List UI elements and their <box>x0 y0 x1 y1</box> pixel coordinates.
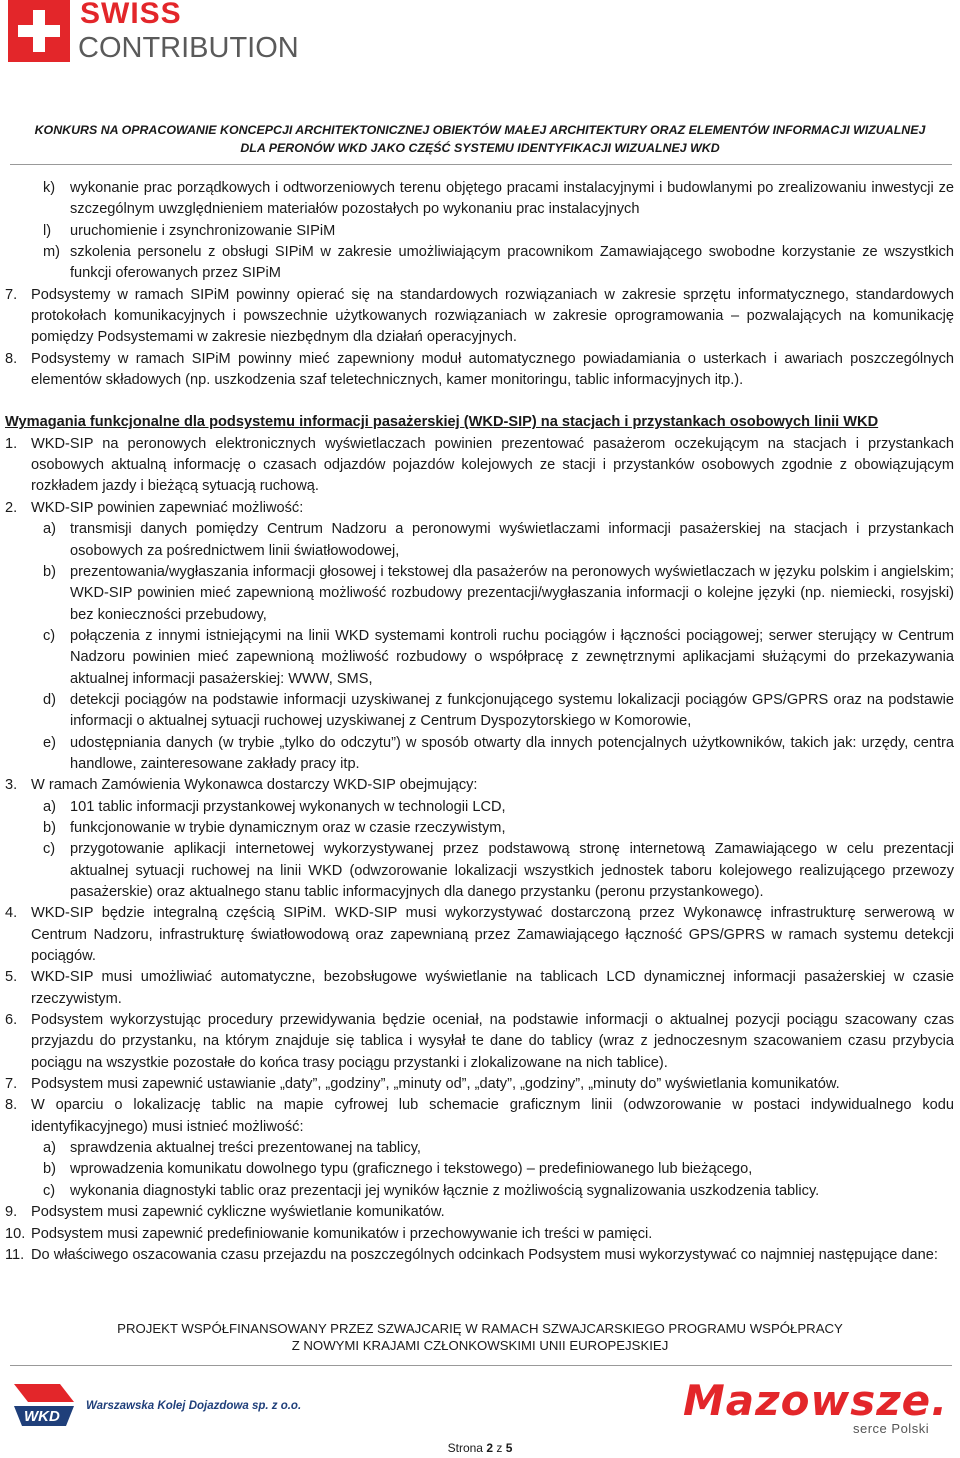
page-total: 5 <box>505 1441 513 1455</box>
numbered-point <box>0 967 954 1010</box>
svg-text:WKD: WKD <box>24 1408 60 1425</box>
list-item-text: szkolenia personelu z obsługi SIPiM w zakresie umożliwiającym pracownikom Zamawiającego swobodne korzystanie ze wszystkich funkcji oferowanych przez SIPiM <box>70 244 954 282</box>
page-number <box>0 1441 960 1455</box>
wkd-emblem-icon <box>10 1374 80 1440</box>
numbered-point <box>0 349 954 392</box>
list-marker: c) <box>43 627 56 644</box>
list-item-text: 101 tablic informacji przystankowej wykonanych w technologii LCD, <box>70 798 506 815</box>
wkd-logo <box>10 1374 310 1444</box>
page-label: Strona <box>447 1441 483 1455</box>
list-item <box>0 690 954 733</box>
list-marker: k) <box>43 180 56 196</box>
numbered-point <box>0 1074 954 1095</box>
point-text: Podsystem musi zapewnić ustawianie „daty”, „godziny”, „minuty od”, „daty”, „godziny”, „minuty do” wyświetlania komunikatów. <box>31 1076 840 1093</box>
point-text: WKD-SIP na peronowych elektronicznych wyświetlaczach powinien prezentować pasażerom oczekującym na stacjach i przystankach osobowych aktualną informację o czasach odjazdów pojazdów kolejowych ze stacji i przystanków osobowych zgodnie z obowiązującym rozkładem jazdy i bieżącą sytuacją ruchową. <box>31 435 954 495</box>
list-item-text: udostępniania danych (w trybie „tylko do odczytu”) w sposób otwarty dla innych potencjalnych użytkowników, takich jak: urzędy, centra handlowe, zainteresowane zakłady pracy itp. <box>70 734 954 772</box>
section-heading: Wymagania funkcjonalne dla podsystemu informacji pasażerskiej (WKD-SIP) na stacjach i przystankach osobowych linii WKD <box>5 414 879 431</box>
point-number: 9. <box>5 1204 18 1221</box>
list-marker: a) <box>43 798 56 815</box>
list-item <box>0 626 954 690</box>
mazowsze-tagline: serce Polski <box>853 1421 930 1436</box>
list-item-k <box>0 178 954 221</box>
numbered-point <box>0 1202 954 1223</box>
header-title-line-2: DLA PERONÓW WKD JAKO CZĘŚĆ SYSTEMU IDENTYFIKACJI WIZUALNEJ WKD <box>240 141 720 155</box>
numbered-point <box>0 1010 954 1074</box>
point-text: WKD-SIP będzie integralną częścią SIPiM. WKD-SIP musi wykorzystywać dostarczoną przez Wykonawcę infrastrukturę serwerową w Centrum Nadzoru, infrastrukturę światłowodową oraz zapewnianą przez Zamawiającego łączność GPS/GPRS w ramach systemu detekcji pociągów. <box>31 905 954 965</box>
numbered-point <box>0 903 954 967</box>
list-marker: b) <box>43 819 56 836</box>
list-item-text: funkcjonowanie w trybie dynamicznym oraz w czasie rzeczywistym, <box>70 819 506 836</box>
point-text: Podsystemy w ramach SIPiM powinny mieć zapewniony moduł automatycznego powiadamiania o usterkach i awariach poszczególnych elementów składowych (np. uszkodzenia szaf teletechnicznych, kamer monitoringu, tablic informacyjnych itp.). <box>31 350 954 389</box>
numbered-point <box>0 1245 954 1266</box>
list-item-m <box>0 242 954 285</box>
list-item-text: wprowadzenia komunikatu dowolnego typu (graficznego i tekstowego) – predefiniowanego lub bieżącego, <box>70 1161 753 1178</box>
list-item <box>0 818 954 839</box>
list-item <box>0 519 954 562</box>
list-item-text: prezentowania/wygłaszania informacji głosowej i tekstowej dla pasażerów na peronowych wyświetlaczach w języku polskim i angielskim; WKD-SIP powinien mieć zapewnioną możliwość rozbudowy prezentacji/wygłaszania informacji o kolejne języki (np. niemiecki, rosyjski) bez konieczności przebudowy, <box>70 563 954 623</box>
list-marker: b) <box>43 563 56 580</box>
list-item-text: transmisji danych pomiędzy Centrum Nadzoru a peronowymi wyświetlaczami informacji pasażerskiej na stacjach i przystankach osobowych za pośrednictwem linii światłowodowej, <box>70 521 954 559</box>
list-item <box>0 562 954 626</box>
numbered-point <box>0 1224 954 1245</box>
numbered-point <box>0 775 954 796</box>
list-item-text: sprawdzenia aktualnej treści prezentowanej na tablicy, <box>70 1140 421 1157</box>
swiss-contribution-logo <box>8 0 308 70</box>
list-item-l <box>0 221 954 242</box>
list-marker: m) <box>43 244 61 261</box>
point-number: 3. <box>5 777 18 794</box>
list-item <box>0 839 954 903</box>
point-number: 8. <box>5 350 18 367</box>
document-header-title <box>0 121 960 157</box>
list-item <box>0 733 954 776</box>
logo-swiss-text: SWISS <box>80 0 182 30</box>
header-title-line-1: KONKURS NA OPRACOWANIE KONCEPCJI ARCHITEKTONICZNEJ OBIEKTÓW MAŁEJ ARCHITEKTURY ORAZ ELEMENTÓW INFORMACJI WIZUALNEJ <box>34 123 926 137</box>
point-number: 10. <box>5 1225 26 1242</box>
point-text: WKD-SIP musi umożliwiać automatyczne, bezobsługowe wyświetlanie na tablicach LCD dynamicznej informacji pasażerskiej w czasie rzeczywistym. <box>31 969 954 1007</box>
point-text: Podsystemy w ramach SIPiM powinny opierać się na standardowych rozwiązaniach w zakresie sprzętu informatycznego, standardowych protokołach komunikacyjnych i powszechnie użytkowanych rozwiązaniach w zakresie oprogramowania – pozwalających na komunikację pomiędzy Podsystemami w zakresie niezbędnym dla działań operacyjnych. <box>31 286 954 346</box>
point-text: W oparciu o lokalizację tablic na mapie cyfrowej lub schemacie graficznym linii (odwzorowanie w postaci indywidualnego kodu identyfikacyjnego) musi istnieć możliwość: <box>31 1097 954 1135</box>
list-item <box>0 1138 954 1159</box>
document-body <box>0 178 960 1266</box>
page-of: z <box>496 1441 503 1455</box>
footer-funding-note <box>0 1320 960 1354</box>
numbered-point <box>0 1095 954 1138</box>
list-marker: b) <box>43 1161 56 1178</box>
list-marker: c) <box>43 841 56 858</box>
footer-divider <box>10 1365 952 1366</box>
point-text: Do właściwego oszacowania czasu przejazdu na poszczególnych odcinkach Podsystem musi wykorzystywać co najmniej następujące dane: <box>31 1246 938 1263</box>
list-marker: d) <box>43 691 56 708</box>
point-number: 1. <box>5 435 18 452</box>
point-text: Podsystem wykorzystując procedury przewidywania będzie oceniał, na podstawie informacji o aktualnej pozycji pociągu szacowany czas przyjazdu do przystanku, na którym znajduje się tablica i wysyłał te dane do tablicy (wraz z jednoczesnym szacowaniem czasu przybycia pociągu na wszystkie pozostałe do końca trasy pociągu przystanki i zlokalizowane na nich tablice). <box>31 1012 954 1071</box>
list-marker: c) <box>43 1182 56 1199</box>
point-text: WKD-SIP powinien zapewniać możliwość: <box>31 499 304 516</box>
list-item-text: wykonanie prac porządkowych i odtworzeniowych terenu objętego pracami instalacyjnymi i budowlanymi po zrealizowaniu inwestycji ze szczególnym uwzględnieniem materiałów pozostałych po wykonaniu prac instalacyjnych <box>70 180 954 218</box>
point-number: 2. <box>5 499 18 516</box>
numbered-point <box>0 498 954 519</box>
header-divider <box>10 164 952 165</box>
footer-line-1: PROJEKT WSPÓŁFINANSOWANY PRZEZ SZWAJCARIĘ W RAMACH SZWAJCARSKIEGO PROGRAMU WSPÓŁPRACY <box>117 1321 843 1336</box>
footer-line-2: Z NOWYMI KRAJAMI CZŁONKOWSKIMI UNII EUROPEJSKIEJ <box>291 1338 669 1353</box>
point-number: 5. <box>5 969 18 986</box>
list-marker: a) <box>43 521 56 538</box>
list-marker: e) <box>43 734 56 751</box>
point-number: 7. <box>5 1076 18 1093</box>
list-item <box>0 1181 954 1202</box>
list-marker: a) <box>43 1140 56 1157</box>
point-text: Podsystem musi zapewnić cykliczne wyświetlanie komunikatów. <box>31 1204 445 1221</box>
point-text: W ramach Zamówienia Wykonawca dostarczy WKD-SIP obejmujący: <box>31 777 478 794</box>
list-item <box>0 797 954 818</box>
point-number: 4. <box>5 905 18 922</box>
swiss-cross-icon <box>8 0 70 62</box>
list-item-text: połączenia z innymi istniejącymi na linii WKD systemami kontroli ruchu pociągów i łączności pociągowej; serwer sterujący w Centrum Nadzoru powinien mieć zapewnioną możliwość rozbudowy o współpracę z zewnętrznymi aplikacjami służącymi do przekazywania aktualnej informacji pasażerskiej: WWW, SMS, <box>70 627 954 687</box>
point-number: 11. <box>5 1246 25 1263</box>
wkd-company-name: Warszawska Kolej Dojazdowa sp. z o.o. <box>86 1400 302 1412</box>
point-number: 8. <box>5 1097 18 1114</box>
numbered-point <box>0 434 954 498</box>
list-item <box>0 1159 954 1180</box>
list-item-text: uruchomienie i zsynchronizowanie SIPiM <box>70 222 336 239</box>
numbered-point <box>0 285 954 349</box>
list-item-text: wykonania diagnostyki tablic oraz prezentacji jej wyników łącznie z możliwością sygnalizowania uszkodzenia tablicy. <box>70 1182 820 1199</box>
logo-contribution-text: CONTRIBUTION <box>78 32 299 64</box>
page-current: 2 <box>486 1441 493 1455</box>
mazowsze-logo <box>683 1376 949 1445</box>
point-number: 6. <box>5 1012 18 1029</box>
list-item-text: przygotowanie aplikacji internetowej wykorzystywanej przez podstawową stronę internetową Zamawiającego w celu prezentacji aktualnej sytuacji ruchowej na linii WKD (odwzorowanie lokalizacji wszystkich jednostek taboru kolejowego realizującego przewozy pasażerskie) oraz aktualnego stanu tablic informacyjnych dla danego przystanku (peronu przystankowego). <box>70 841 954 900</box>
list-item-text: detekcji pociągów na podstawie informacji uzyskiwanej z funkcjonującego systemu lokalizacji pociągów GPS/GPRS oraz na podstawie informacji o aktualnej sytuacji ruchowej uzyskiwanej z Centrum Dyspozytorskiego w Komorowie, <box>70 691 954 730</box>
point-text: Podsystem musi zapewnić predefiniowanie komunikatów i przechowywanie ich treści w pamięci. <box>31 1225 653 1242</box>
list-marker: l) <box>43 222 52 239</box>
mazowsze-wordmark: Mazowsze. <box>683 1376 949 1425</box>
point-number: 7. <box>5 286 18 303</box>
